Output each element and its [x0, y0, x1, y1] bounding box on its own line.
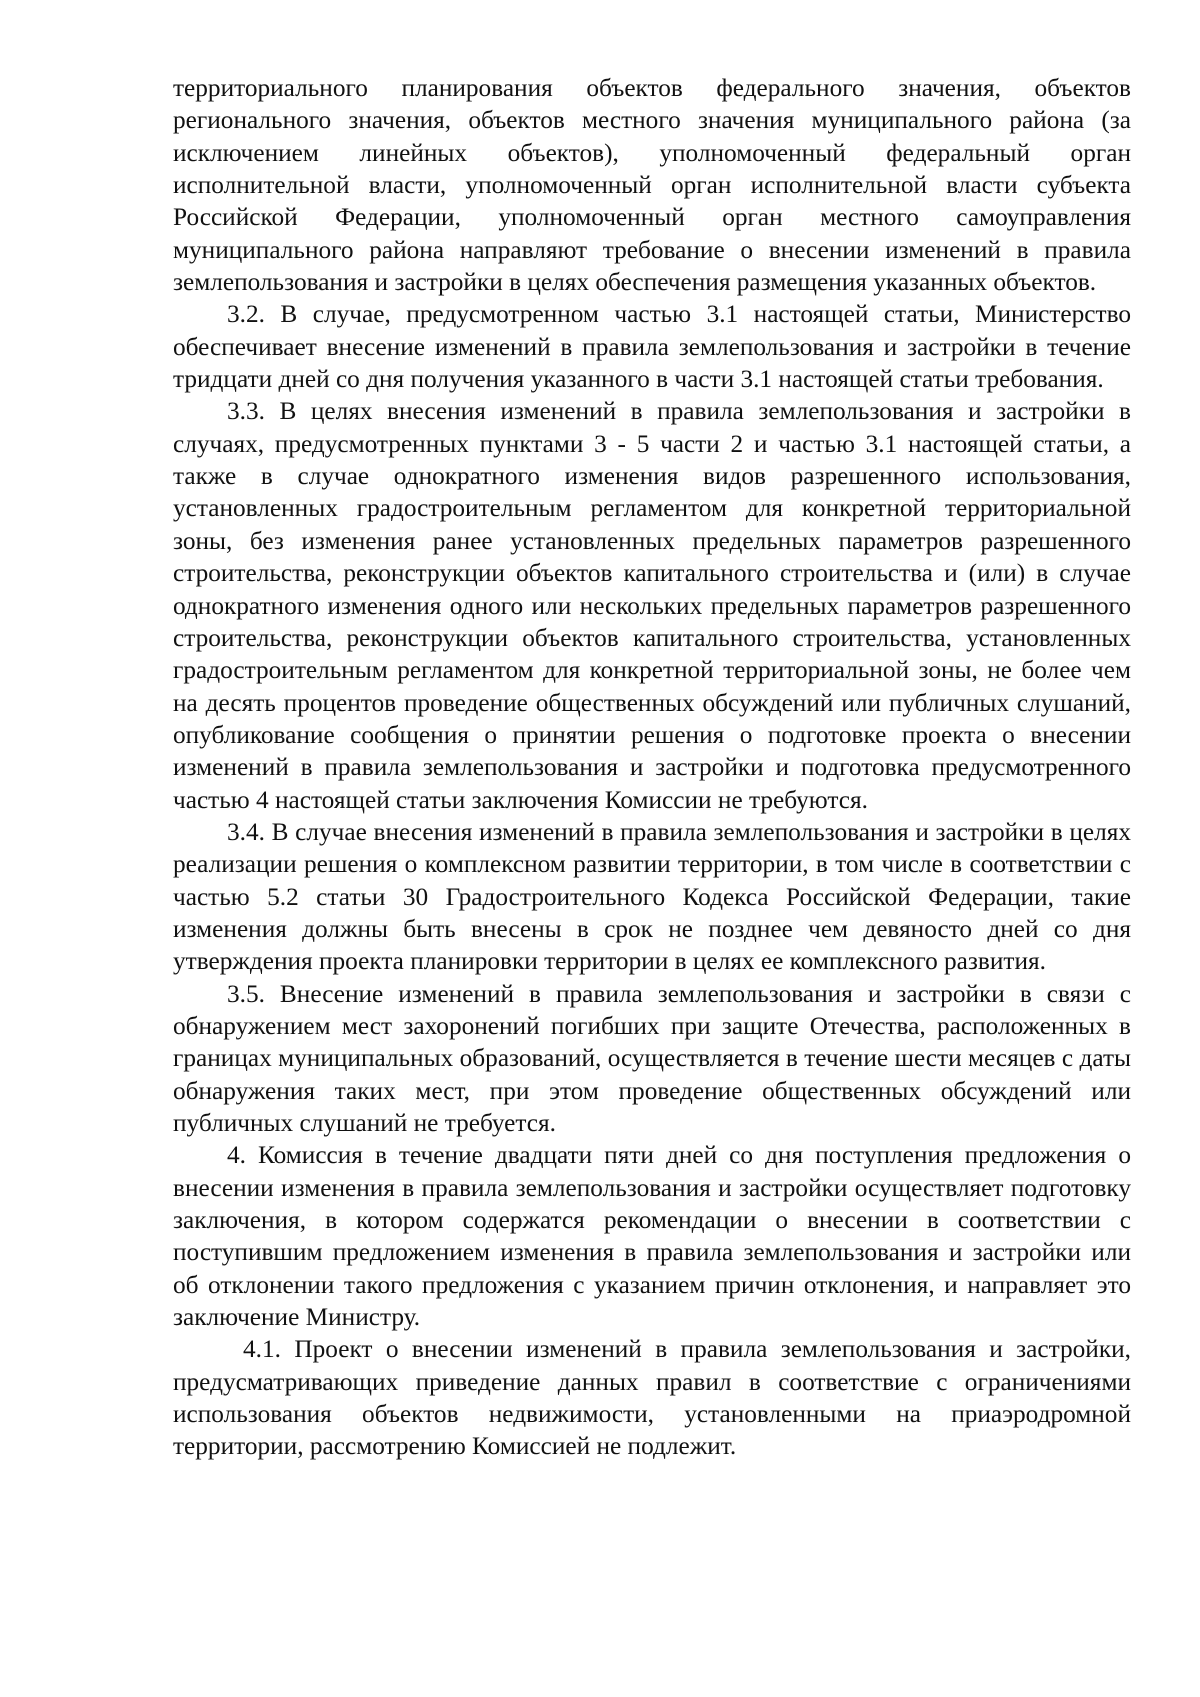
paragraph-4: 4. Комиссия в течение двадцати пяти дней со дня поступления предложения о внесении изменения в правила землепользования и застройки осуществляет подготовку заключения, в котором содержатся рекомендации о внесении в соответствии с поступившим предложением изменения в правила землепользования и застройки или об отклонении такого предложения с указанием причин отклонения, и направляет это заключение Министру.	[173, 1141, 1131, 1332]
paragraph-continuation: территориального планирования объектов федерального значения, объектов регионального значения, объектов местного значения муниципального района (за исключением линейных объектов), уполномоченный федеральный орган исполнительной власти, уполномоченный орган исполнительной власти субъекта Российской Федерации, уполномоченный орган местного самоуправления муниципального района направляют требование о внесении изменений в правила землепользования и застройки в целях обеспечения размещения указанных объектов.	[173, 74, 1131, 297]
paragraph-3-4: 3.4. В случае внесения изменений в правила землепользования и застройки в целях реализации решения о комплексном развитии территории, в том числе в соответствии с частью 5.2 статьи 30 Градостроительного Кодекса Российской Федерации, такие изменения должны быть внесены в срок не позднее чем девяносто дней со дня утверждения проекта планировки территории в целях ее комплексного развития.	[173, 817, 1131, 976]
paragraph-3-3: 3.3. В целях внесения изменений в правила землепользования и застройки в случаях, предусмотренных пунктами 3 - 5 части 2 и частью 3.1 настоящей статьи, а также в случае однократного изменения видов разрешенного использования, установленных градостроительным регламентом для конкретной территориальной зоны, без изменения ранее установленных предельных параметров разрешенного строительства, реконструкции объектов капитального строительства и (или) в случае однократного изменения одного или нескольких предельных параметров разрешенного строительства, реконструкции объектов капитального строительства, установленных градостроительным регламентом для конкретной территориальной зоны, не более чем на десять процентов проведение общественных обсуждений или публичных слушаний, опубликование сообщения о принятии решения о подготовке проекта о внесении изменений в правила землепользования и застройки и подготовка предусмотренного частью 4 настоящей статьи заключения Комиссии не требуются.	[173, 397, 1131, 814]
document-body	[173, 72, 1131, 1463]
paragraph-3-5: 3.5. Внесение изменений в правила землепользования и застройки в связи с обнаружением мест захоронений погибших при защите Отечества, расположенных в границах муниципальных образований, осуществляется в течение шести месяцев с даты обнаружения таких мест, при этом проведение общественных обсуждений или публичных слушаний не требуется.	[173, 979, 1131, 1137]
paragraph-3-2: 3.2. В случае, предусмотренном частью 3.1 настоящей статьи, Министерство обеспечивает внесение изменений в правила землепользования и застройки в течение тридцати дней со дня получения указанного в части 3.1 настоящей статьи требования.	[173, 300, 1131, 394]
paragraph-4-1: 4.1. Проект о внесении изменений в правила землепользования и застройки, предусматривающих приведение данных правил в соответствие с ограничениями использования объектов недвижимости, установленными на приаэродромной территории, рассмотрению Комиссией не подлежит.	[173, 1335, 1131, 1461]
